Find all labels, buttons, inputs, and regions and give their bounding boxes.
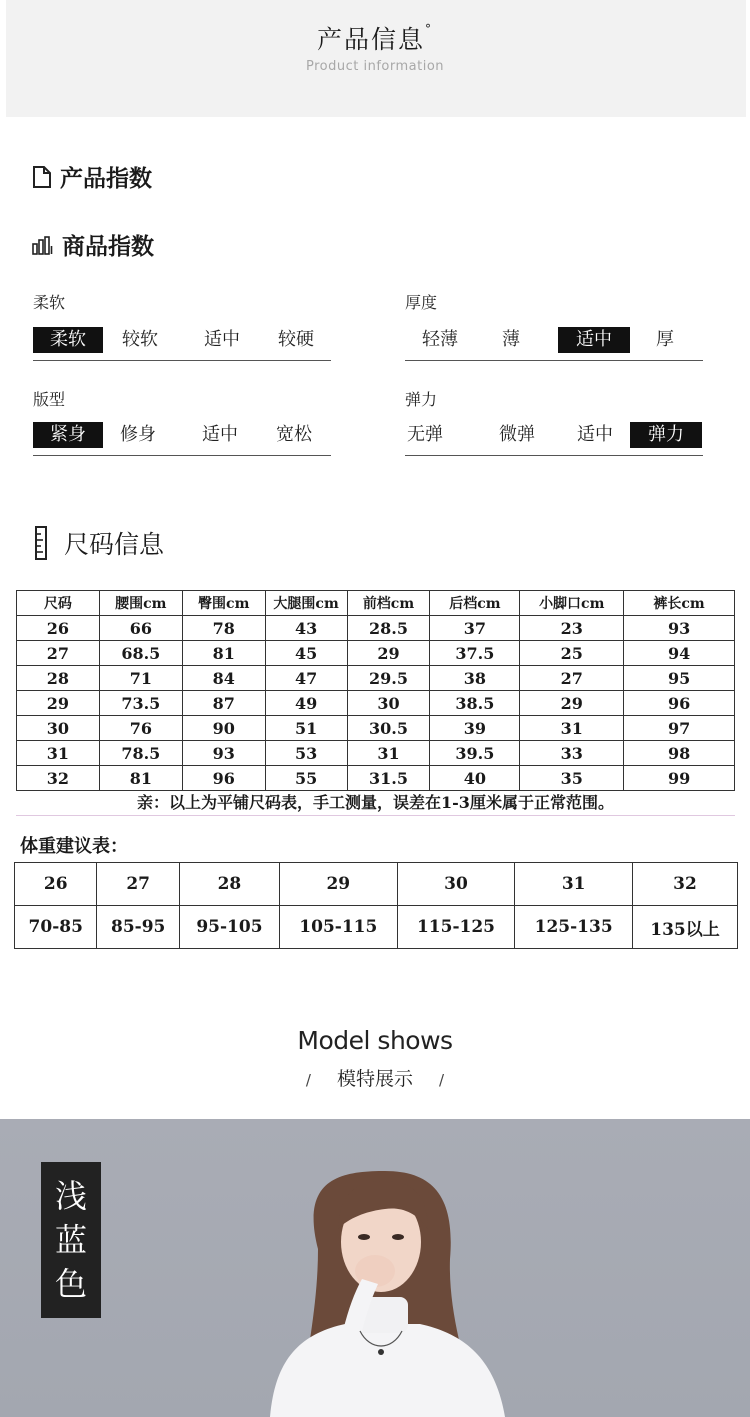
size-info-heading: 尺码信息 [34,525,164,561]
table-cell: 49 [265,691,347,716]
table-cell: 33 [520,741,624,766]
table-cell: 45 [265,641,347,666]
weight-value-cell: 125-135 [515,906,633,949]
column-header: 小脚口cm [520,591,624,616]
table-cell: 99 [624,766,735,791]
softness-option: 适中 [204,329,240,350]
fit-option: 紧身 [33,422,103,448]
table-cell: 96 [624,691,735,716]
table-cell: 76 [99,716,182,741]
table-cell: 51 [265,716,347,741]
color-tag-char: 蓝 [54,1221,87,1259]
fit-option: 适中 [202,424,238,445]
table-cell: 71 [99,666,182,691]
table-cell: 73.5 [99,691,182,716]
table-cell: 30 [347,691,430,716]
column-header: 大腿围cm [265,591,347,616]
table-cell: 84 [182,666,265,691]
table-cell: 96 [182,766,265,791]
table-cell: 27 [520,666,624,691]
table-cell: 28.5 [347,616,430,641]
table-cell: 29 [347,641,430,666]
weight-size-row [15,863,738,906]
bar-chart-icon [32,235,54,255]
softness-option: 较硬 [278,329,314,350]
table-row [17,766,735,791]
thickness-option: 厚 [656,329,674,350]
color-tag-char: 色 [54,1265,87,1303]
color-tag [41,1162,101,1318]
thickness-scale [405,326,700,354]
table-cell: 47 [265,666,347,691]
fit-option: 修身 [120,424,156,445]
table-cell: 23 [520,616,624,641]
table-cell: 37 [430,616,520,641]
weight-table [14,862,738,949]
table-cell: 31 [347,741,430,766]
weight-value-cell: 135以上 [632,906,737,949]
column-header: 前档cm [347,591,430,616]
thickness-label: 厚度 [405,293,438,312]
table-cell: 27 [17,641,100,666]
weight-size-cell: 30 [397,863,515,906]
table-cell: 78 [182,616,265,641]
fit-option: 宽松 [276,424,312,445]
fit-divider [33,455,331,456]
model-shows-title: Model shows [297,1026,453,1055]
table-cell: 93 [624,616,735,641]
table-cell: 39.5 [430,741,520,766]
table-row [17,716,735,741]
table-cell: 30 [17,716,100,741]
table-cell: 37.5 [430,641,520,666]
goods-index-heading: 商品指数 [32,228,154,261]
table-cell: 53 [265,741,347,766]
column-header: 尺码 [17,591,100,616]
table-cell: 81 [182,641,265,666]
model-photo [0,1119,750,1417]
weight-value-cell: 115-125 [397,906,515,949]
softness-label: 柔软 [33,293,66,312]
table-row [17,666,735,691]
table-cell: 38 [430,666,520,691]
table-cell: 39 [430,716,520,741]
table-cell: 98 [624,741,735,766]
table-cell: 29 [520,691,624,716]
table-row [17,641,735,666]
table-cell: 35 [520,766,624,791]
table-cell: 94 [624,641,735,666]
table-cell: 31 [520,716,624,741]
weight-value-cell: 95-105 [179,906,279,949]
softness-scale [33,326,331,354]
table-cell: 81 [99,766,182,791]
weight-table-title: 体重建议表： [20,836,128,857]
softness-option: 较软 [122,329,158,350]
table-cell: 95 [624,666,735,691]
column-header: 腰围cm [99,591,182,616]
table-cell: 43 [265,616,347,641]
elasticity-option: 无弹 [407,424,443,445]
table-cell: 31 [17,741,100,766]
table-cell: 26 [17,616,100,641]
model-illustration [0,1119,750,1417]
model-shows-subtitle: / 模特展示 / [305,1068,445,1090]
table-cell: 66 [99,616,182,641]
table-cell: 29 [17,691,100,716]
fit-label: 版型 [33,390,66,409]
table-row [17,741,735,766]
table-cell: 90 [182,716,265,741]
table-cell: 78.5 [99,741,182,766]
softness-divider [33,360,331,361]
ruler-icon [34,526,48,560]
table-cell: 32 [17,766,100,791]
slash-divider: / [305,1071,311,1089]
table-cell: 68.5 [99,641,182,666]
size-table-body [17,616,735,791]
table-row [17,616,735,641]
thickness-option: 薄 [502,329,520,350]
weight-size-cell: 31 [515,863,633,906]
column-header: 裤长cm [624,591,735,616]
weight-size-cell: 32 [632,863,737,906]
weight-size-cell: 26 [15,863,97,906]
table-cell: 40 [430,766,520,791]
softness-option: 柔软 [33,327,103,353]
document-icon [32,166,52,188]
size-table [16,590,735,791]
elasticity-label: 弹力 [405,390,438,409]
column-header: 臀围cm [182,591,265,616]
table-cell: 31.5 [347,766,430,791]
thickness-divider [405,360,703,361]
elasticity-option: 适中 [577,424,613,445]
table-row [17,691,735,716]
weight-value-row [15,906,738,949]
page-subtitle: Product information [305,59,445,74]
product-index-heading: 产品指数 [32,160,152,193]
size-table-header [17,591,735,616]
size-note: 亲：以上为平铺尺码表，手工测量，误差在1-3厘米属于正常范围。 [137,793,614,812]
weight-size-cell: 27 [97,863,179,906]
table-cell: 25 [520,641,624,666]
thickness-option: 轻薄 [422,329,458,350]
slash-divider: / [439,1071,445,1089]
thickness-option: 适中 [558,327,630,353]
table-cell: 93 [182,741,265,766]
elasticity-divider [405,455,703,456]
table-cell: 29.5 [347,666,430,691]
page-title: 产品信息° [316,22,433,54]
elasticity-option: 弹力 [630,422,702,448]
table-cell: 28 [17,666,100,691]
weight-value-cell: 70-85 [15,906,97,949]
color-tag-char: 浅 [54,1177,87,1215]
elasticity-scale [405,421,702,449]
table-cell: 38.5 [430,691,520,716]
table-cell: 97 [624,716,735,741]
table-cell: 55 [265,766,347,791]
table-cell: 87 [182,691,265,716]
elasticity-option: 微弹 [499,424,535,445]
weight-value-cell: 85-95 [97,906,179,949]
note-divider [16,815,735,816]
fit-scale [33,421,329,449]
weight-value-cell: 105-115 [279,906,397,949]
weight-size-cell: 29 [279,863,397,906]
weight-size-cell: 28 [179,863,279,906]
table-cell: 30.5 [347,716,430,741]
column-header: 后档cm [430,591,520,616]
